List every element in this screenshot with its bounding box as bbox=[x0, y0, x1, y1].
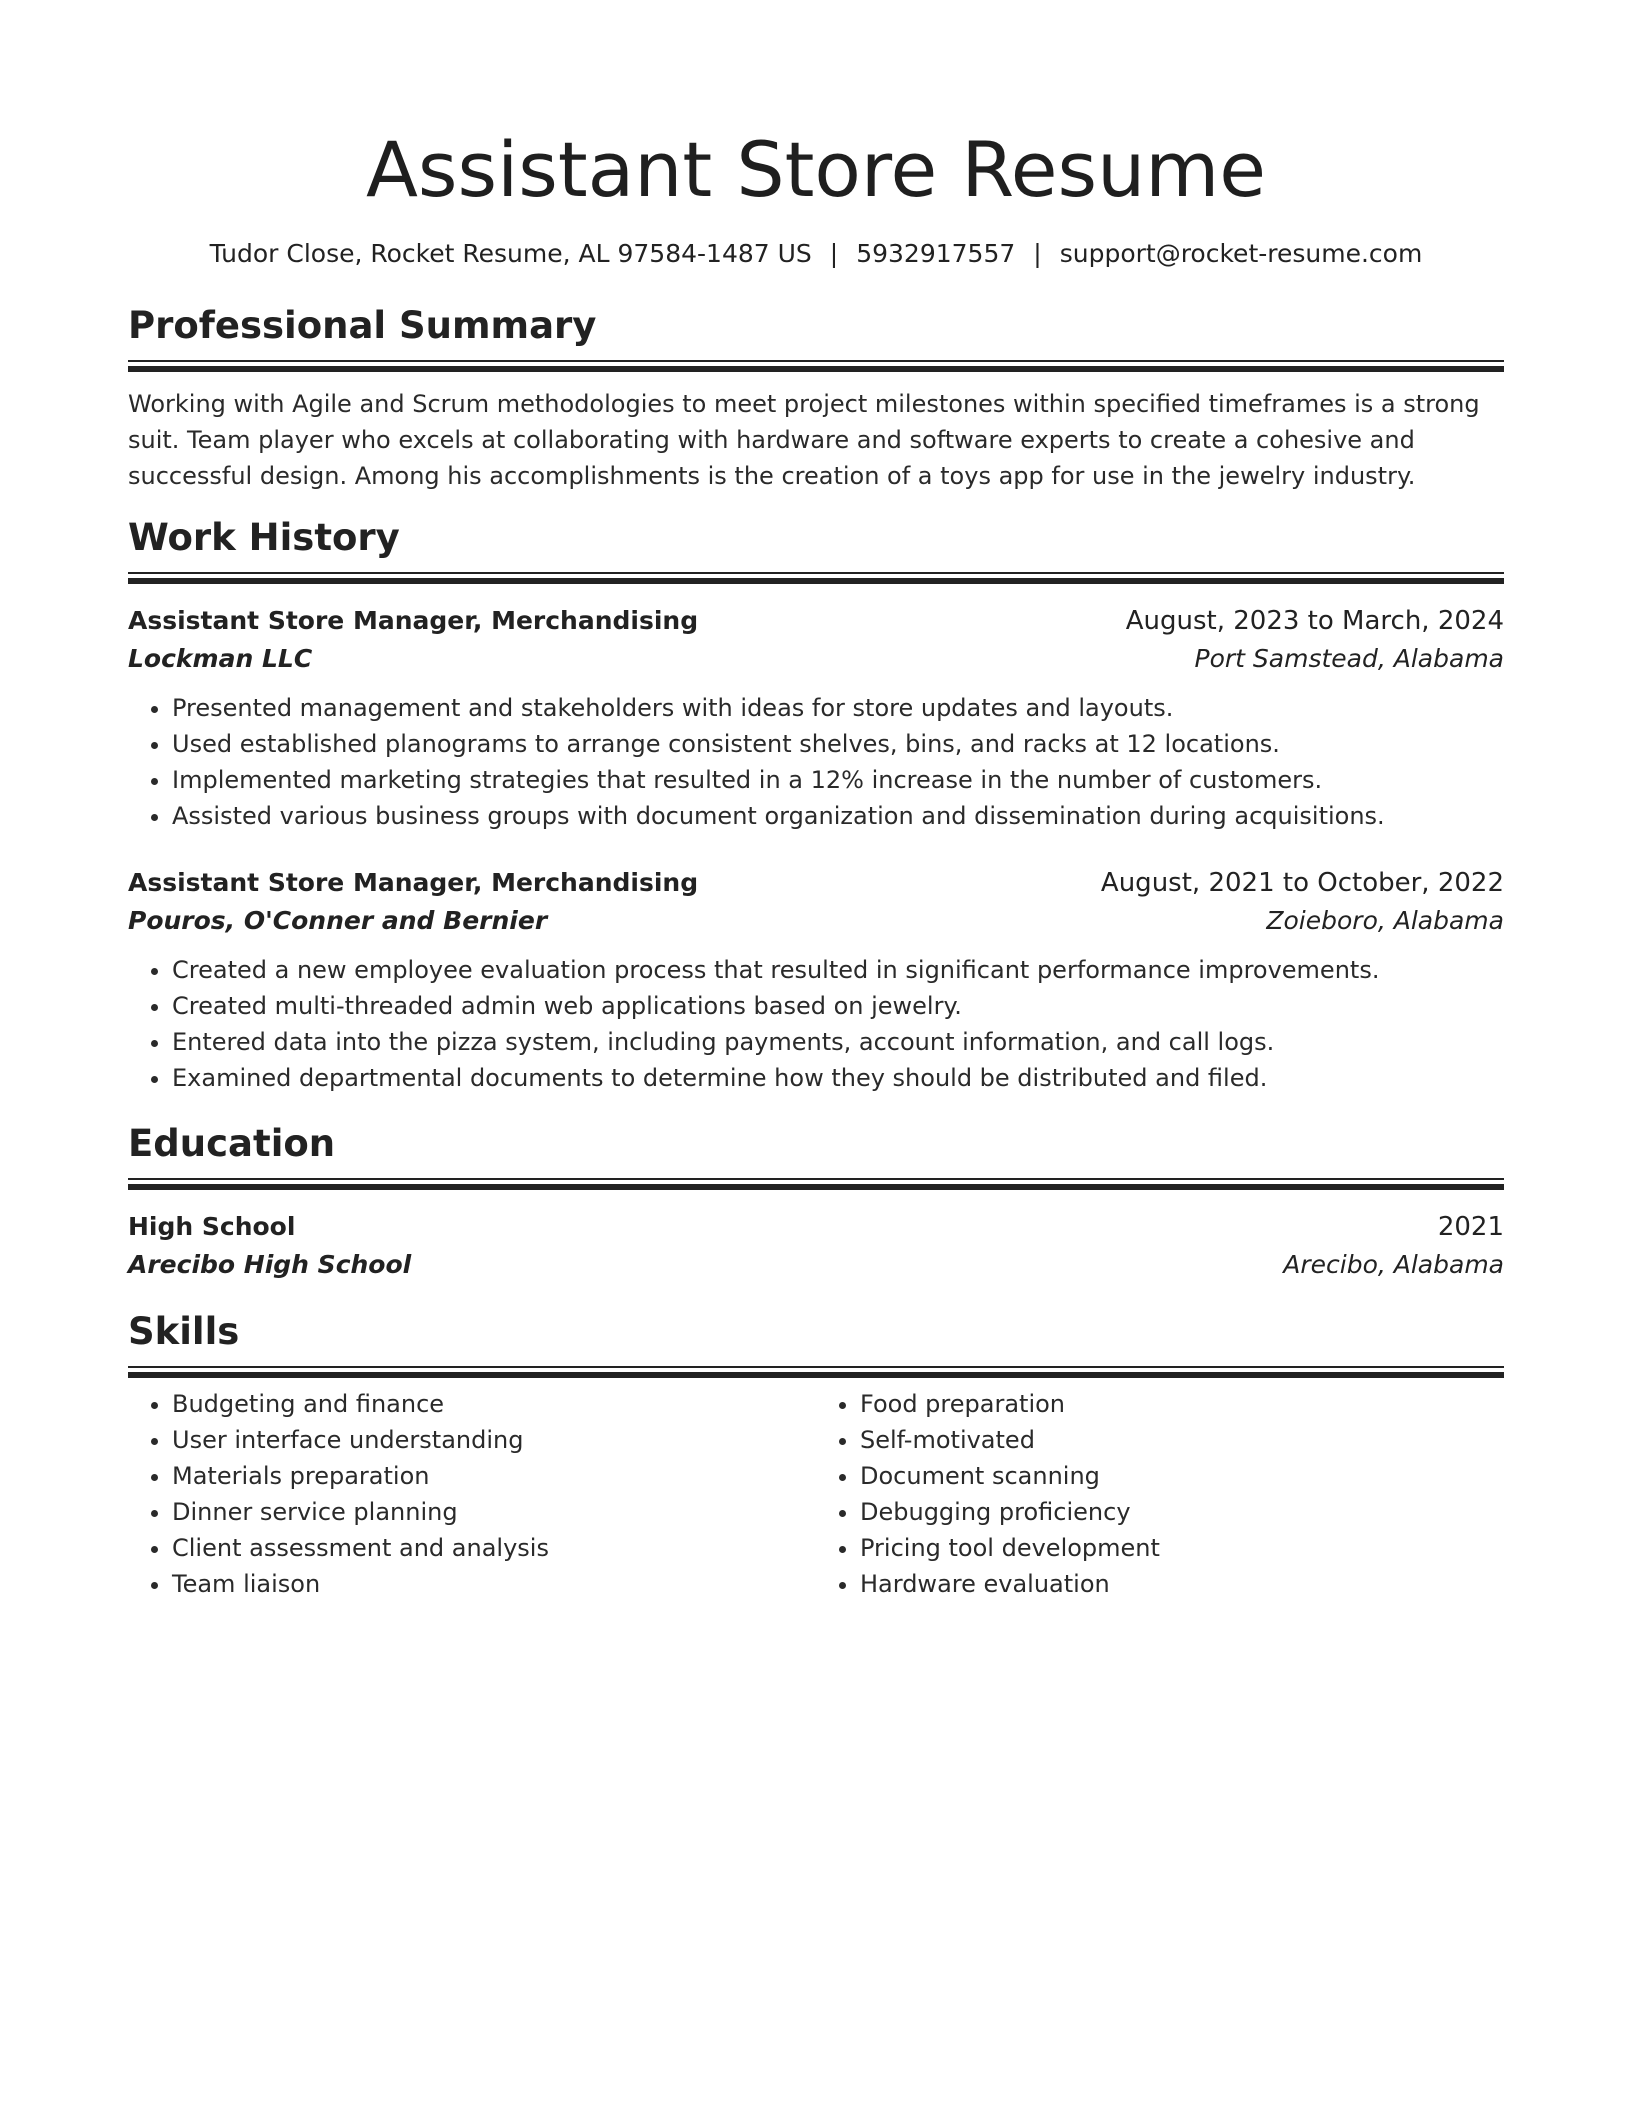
section-title: Professional Summary bbox=[128, 304, 597, 347]
section-title: Work History bbox=[128, 516, 400, 559]
job-bullets bbox=[128, 952, 1504, 1096]
contact-separator: | bbox=[1033, 239, 1042, 268]
list-item: • Created multi-threaded admin web applications based on jewelry. bbox=[172, 988, 1504, 1024]
job-location: Zoieboro, Alabama bbox=[1266, 906, 1504, 935]
skills-list-left bbox=[128, 1386, 816, 1602]
section-title: Skills bbox=[128, 1310, 240, 1353]
resume-page bbox=[128, 0, 1504, 1602]
list-item: • Document scanning bbox=[860, 1458, 1504, 1494]
education-header-row bbox=[128, 1208, 1504, 1246]
education-school-row bbox=[128, 1246, 1504, 1284]
job-company-row bbox=[128, 640, 1504, 678]
job-title: Assistant Store Manager, Merchandising bbox=[128, 868, 699, 897]
section-divider bbox=[128, 1178, 1504, 1190]
job-title: Assistant Store Manager, Merchandising bbox=[128, 606, 699, 635]
education-year: 2021 bbox=[1437, 1212, 1504, 1242]
job-header-row bbox=[128, 864, 1504, 902]
list-item: • Client assessment and analysis bbox=[172, 1530, 816, 1566]
section-title: Education bbox=[128, 1122, 336, 1165]
list-item: • Created a new employee evaluation process that resulted in significant performance improvements. bbox=[172, 952, 1504, 988]
list-item: • Entered data into the pizza system, including payments, account information, and call logs. bbox=[172, 1024, 1504, 1060]
job-header-row bbox=[128, 602, 1504, 640]
education-school: Arecibo High School bbox=[128, 1250, 412, 1279]
list-item: • Used established planograms to arrange consistent shelves, bins, and racks at 12 locations. bbox=[172, 726, 1504, 762]
contact-address: Tudor Close, Rocket Resume, AL 97584-1487 US bbox=[209, 239, 812, 268]
list-item: • Self-motivated bbox=[860, 1422, 1504, 1458]
list-item: • Debugging proficiency bbox=[860, 1494, 1504, 1530]
job-company: Lockman LLC bbox=[128, 644, 313, 673]
list-item: • Presented management and stakeholders with ideas for store updates and layouts. bbox=[172, 690, 1504, 726]
contact-phone: 5932917557 bbox=[856, 239, 1016, 268]
list-item: • User interface understanding bbox=[172, 1422, 816, 1458]
summary-text: Working with Agile and Scrum methodologies to meet project milestones within specified timeframes is a strong suit. Team player who excels at collaborating with hardware and software experts to create a cohesive and successful design. Among his accomplishments is the creation of a toys app for use in the jewelry industry. bbox=[128, 390, 1480, 490]
section-divider bbox=[128, 572, 1504, 584]
work-history-section bbox=[128, 514, 1504, 1096]
list-item: • Food preparation bbox=[860, 1386, 1504, 1422]
job-location: Port Samstead, Alabama bbox=[1194, 644, 1504, 673]
job-entry bbox=[128, 602, 1504, 834]
list-item: • Hardware evaluation bbox=[860, 1566, 1504, 1602]
skills-list-right bbox=[816, 1386, 1504, 1602]
list-item: • Implemented marketing strategies that resulted in a 12% increase in the number of customers. bbox=[172, 762, 1504, 798]
job-entry bbox=[128, 864, 1504, 1096]
job-company: Pouros, O'Conner and Bernier bbox=[128, 906, 548, 935]
list-item: • Budgeting and finance bbox=[172, 1386, 816, 1422]
list-item: • Team liaison bbox=[172, 1566, 816, 1602]
education-degree: High School bbox=[128, 1212, 296, 1241]
job-bullets bbox=[128, 690, 1504, 834]
list-item: • Materials preparation bbox=[172, 1458, 816, 1494]
skills-columns bbox=[128, 1386, 1504, 1602]
education-location: Arecibo, Alabama bbox=[1283, 1250, 1504, 1279]
contact-line bbox=[128, 236, 1504, 272]
skills-section bbox=[128, 1308, 1504, 1602]
list-item: • Dinner service planning bbox=[172, 1494, 816, 1530]
section-divider bbox=[128, 1366, 1504, 1378]
contact-email: support@rocket-resume.com bbox=[1059, 239, 1423, 268]
section-divider bbox=[128, 360, 1504, 372]
job-dates: August, 2021 to October, 2022 bbox=[1100, 868, 1504, 898]
contact-separator: | bbox=[829, 239, 839, 268]
resume-name: Assistant Store Resume bbox=[365, 125, 1267, 214]
education-section bbox=[128, 1120, 1504, 1284]
list-item: • Examined departmental documents to determine how they should be distributed and filed. bbox=[172, 1060, 1504, 1096]
summary-section bbox=[128, 302, 1504, 494]
list-item: • Pricing tool development bbox=[860, 1530, 1504, 1566]
job-dates: August, 2023 to March, 2024 bbox=[1125, 606, 1504, 636]
job-company-row bbox=[128, 902, 1504, 940]
list-item: • Assisted various business groups with document organization and dissemination during acquisitions. bbox=[172, 798, 1504, 834]
education-entry bbox=[128, 1208, 1504, 1284]
